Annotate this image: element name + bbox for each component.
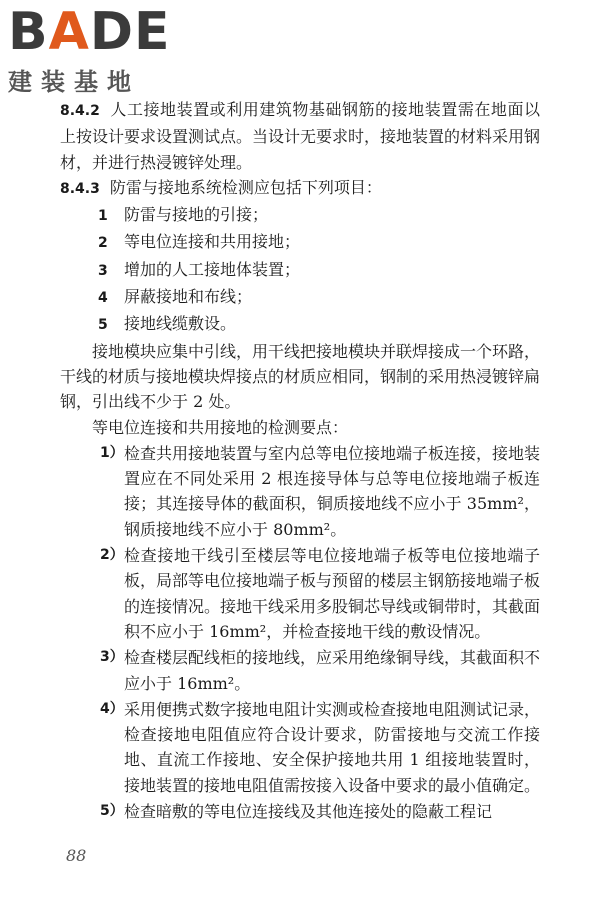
document-body <box>60 97 540 824</box>
sub-item <box>60 697 540 798</box>
sub-item-number: 1） <box>100 444 124 461</box>
sub-item-text: 检查楼层配线柜的接地线，应采用绝缘铜导线，其截面积不应小于 16mm²。 <box>124 648 541 693</box>
bade-logo <box>8 2 188 97</box>
logo-mark: BADE <box>8 2 171 62</box>
sub-item-number: 5） <box>100 803 124 820</box>
item-text: 防雷与接地的引接； <box>124 205 269 225</box>
logo-subtitle: 建装基地 <box>8 68 140 96</box>
clause-number: 8.4.2 <box>60 103 100 119</box>
clause-text: 人工接地装置或利用建筑物基础钢筋的接地装置需在地面以上按设计要求设置测试点。当设计无要求时，接地装置的材料采用钢材，并进行热浸镀锌处理。 <box>60 100 541 172</box>
list-item <box>60 202 540 229</box>
sub-item-number: 2） <box>100 547 124 564</box>
sub-item-text: 采用便携式数字接地电阻计实测或检查接地电阻测试记录，检查接地电阻值应符合设计要求，防雷接地与交流工作接地、直流工作接地、安全保护接地共用 1 组接地装置时，接地装置的接地电阻值需按接入设备中要求的最小值确定。 <box>124 699 541 795</box>
item-text: 接地线缆敷设。 <box>124 314 237 334</box>
item-number: 2 <box>98 235 108 252</box>
item-text: 屏蔽接地和布线； <box>124 287 253 307</box>
list-item <box>60 229 540 256</box>
sub-item-text: 检查接地干线引至楼层等电位接地端子板等电位接地端子板，局部等电位接地端子板与预留的楼层主钢筋接地端子板的连接情况。接地干线采用多股铜芯导线或铜带时，其截面积不应小于 16mm²，并检查接地干线的敷设情况。 <box>124 546 541 641</box>
item-number: 3 <box>98 262 108 279</box>
list-item <box>60 311 540 338</box>
clause-8-4-2 <box>60 97 540 175</box>
item-text: 等电位连接和共用接地； <box>124 232 301 252</box>
sub-item <box>60 645 540 696</box>
clause-8-4-3 <box>60 175 540 202</box>
item-number: 5 <box>98 317 108 334</box>
list-item <box>60 257 540 284</box>
paragraph-inspection-points: 等电位连接和共用接地的检测要点： <box>92 417 349 437</box>
item-number: 4 <box>98 290 108 307</box>
sub-item <box>60 799 540 824</box>
sub-item-text: 检查共用接地装置与室内总等电位接地端子板连接，接地装置应在不同处采用 2 根连接导体与总等电位接地端子板连接；其连接导体的截面积，铜质接地线不应小于 35mm²，钢质接地线不应小于 80mm²。 <box>124 443 541 539</box>
page-number: 88 <box>66 846 87 865</box>
sub-item-text: 检查暗敷的等电位连接线及其他连接处的隐蔽工程记 <box>124 802 493 822</box>
clause-text: 防雷与接地系统检测应包括下列项目： <box>109 177 382 197</box>
clause-number: 8.4.3 <box>60 180 100 197</box>
paragraph-grounding-module: 接地模块应集中引线，用干线把接地模块并联焊接成一个环路，干线的材质与接地模块焊接点的材质应相同，钢制的采用热浸镀锌扁钢，引出线不少于 2 处。 <box>60 341 541 412</box>
sub-item-number: 4） <box>100 700 124 717</box>
sub-item-number: 3） <box>100 649 124 666</box>
item-text: 增加的人工接地体装置； <box>124 259 301 279</box>
sub-item <box>60 543 540 644</box>
sub-item <box>60 441 540 542</box>
list-item <box>60 284 540 311</box>
item-number: 1 <box>98 208 108 225</box>
